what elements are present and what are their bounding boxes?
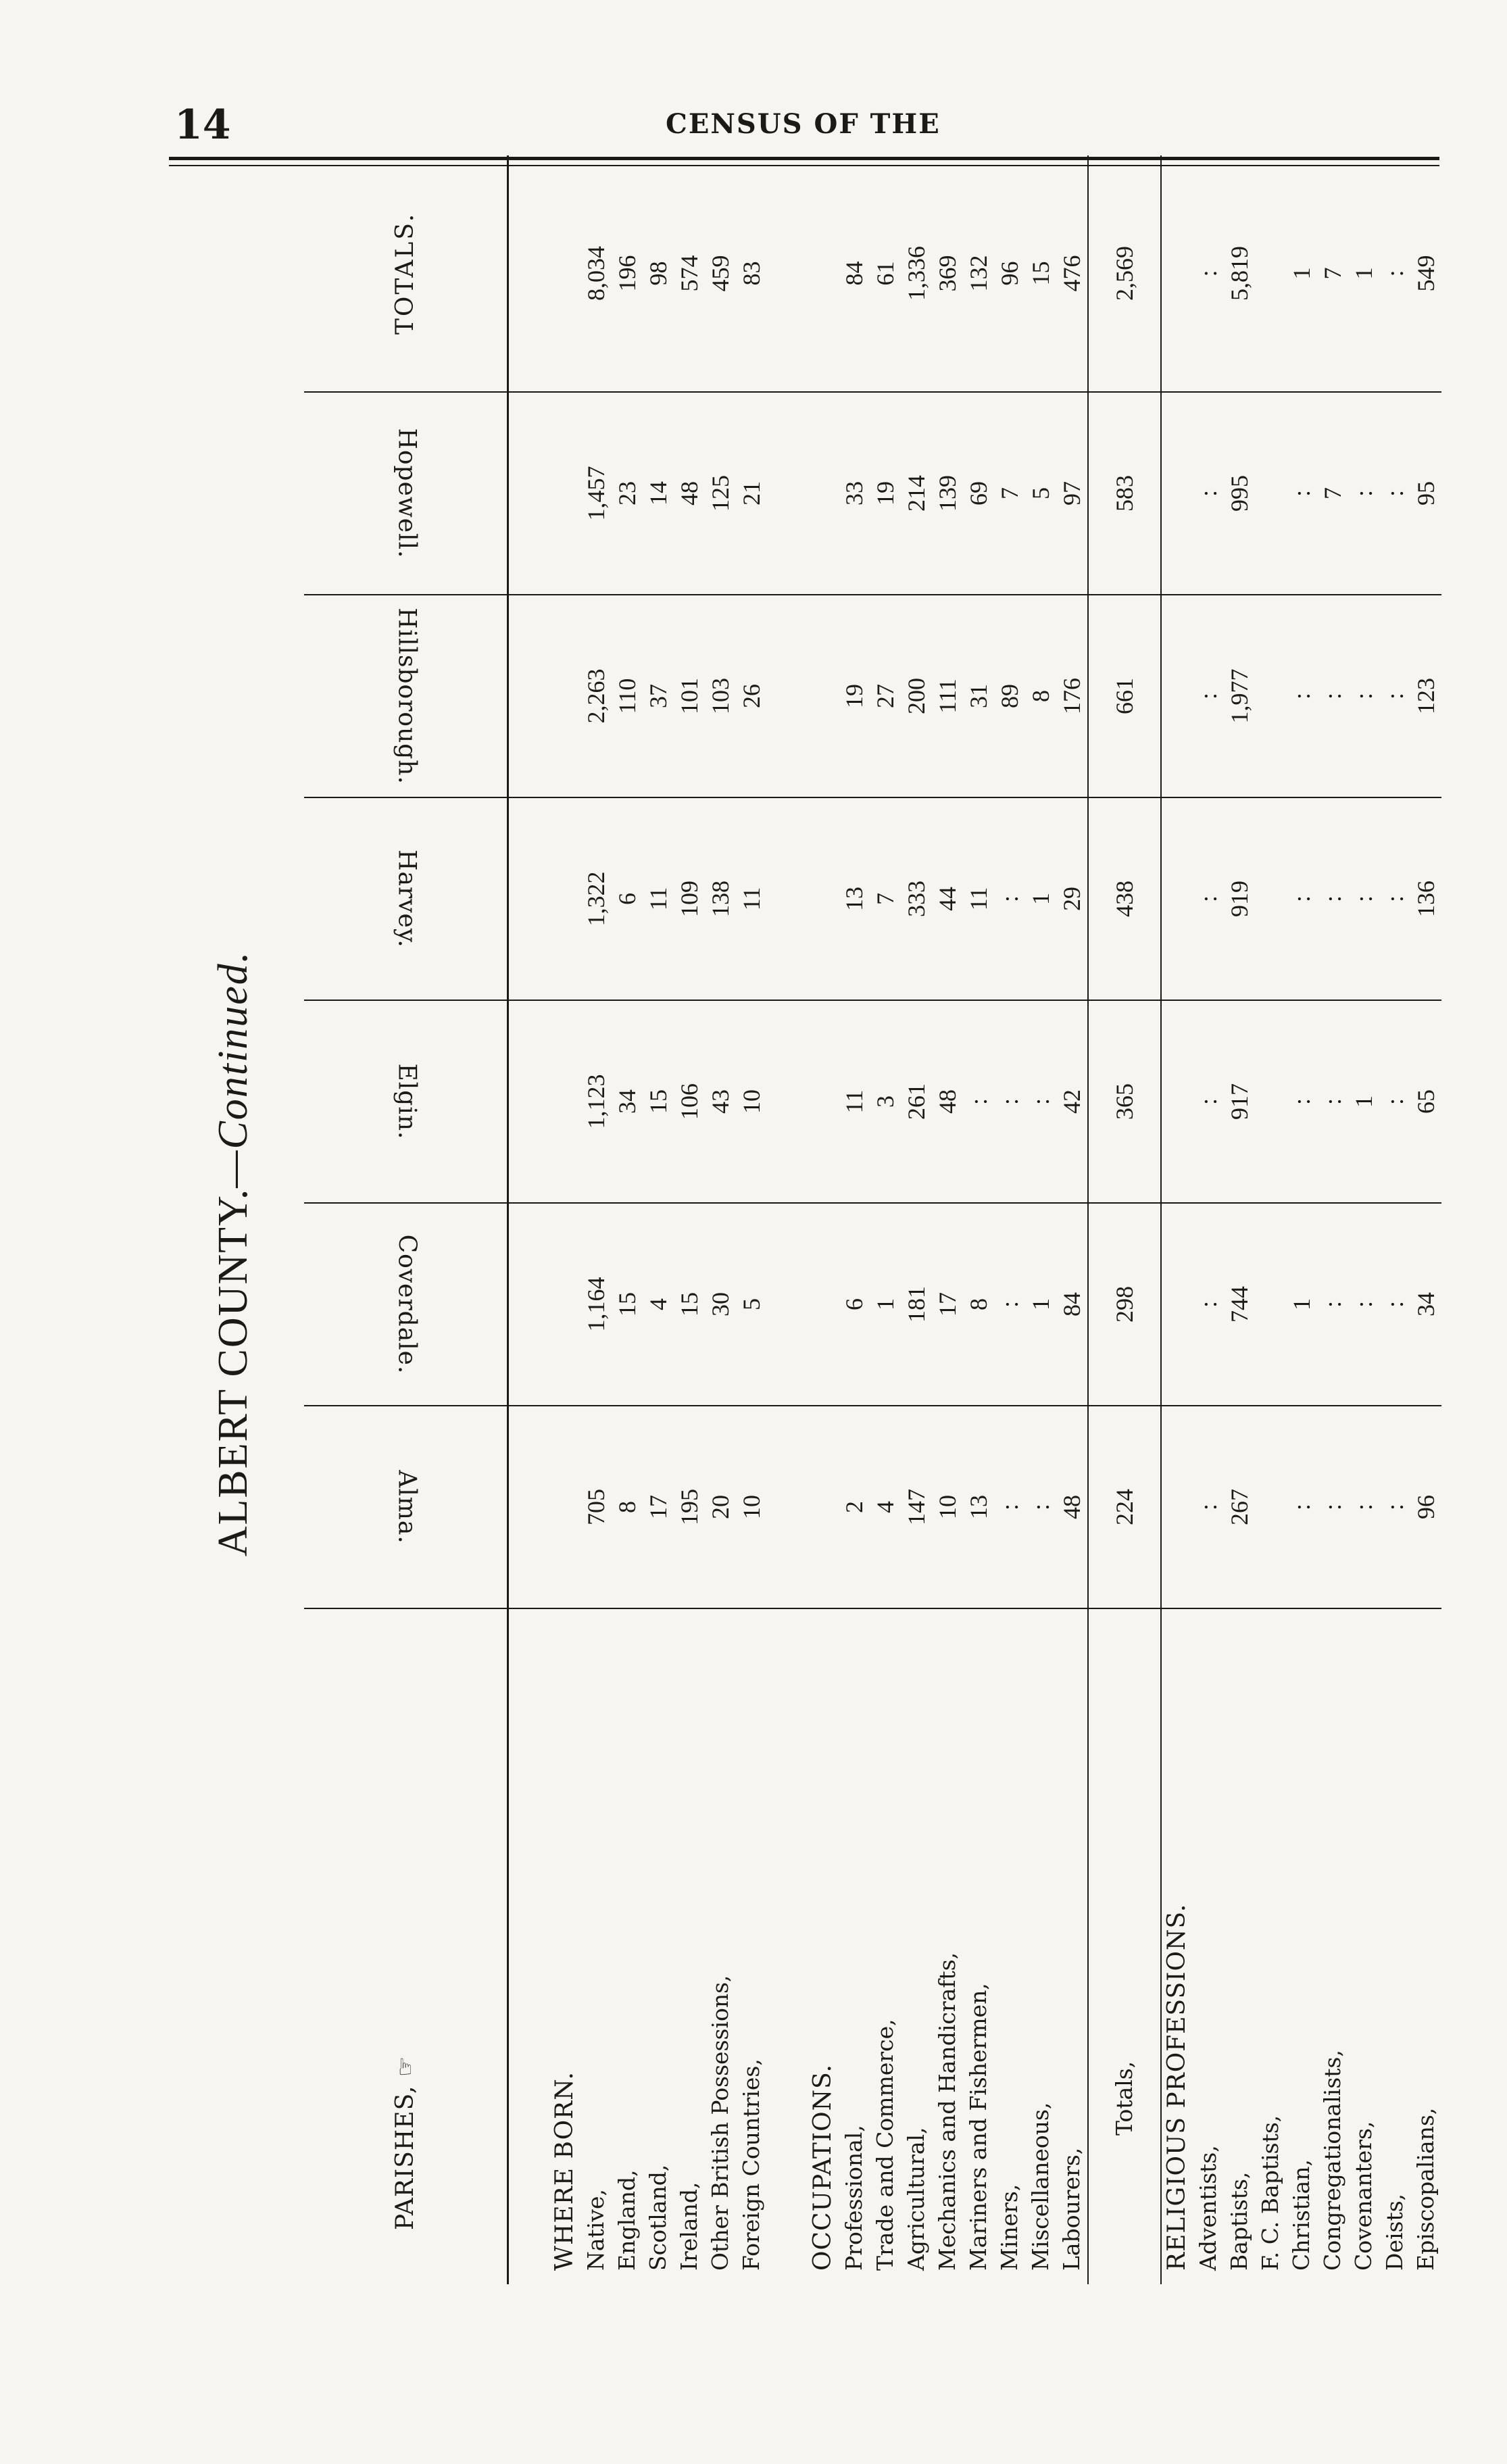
row-label: Mariners and Fishermen, [965,1983,991,2271]
cell-total: 574 [674,155,705,392]
table-row [994,155,1025,2284]
total-alma: 224 [1088,1406,1161,1608]
cell-value: 7 [994,392,1025,595]
cell-value: 123 [1410,595,1441,797]
cell-value: : [1193,1406,1224,1608]
cell-value: 21 [736,392,767,595]
cell-value: 2,263 [580,595,612,797]
cell-value: 37 [643,595,674,797]
cell-value: 6 [612,797,643,1000]
cell-value: 11 [839,1000,870,1203]
cell-value: 101 [674,595,705,797]
cell-value: 1,457 [580,392,612,595]
row-label: Scotland, [645,2164,671,2271]
cell-total: 196 [612,155,643,392]
cell-total: 132 [963,155,994,392]
table-body [508,155,1442,2284]
cell-value: 917 [1224,1000,1255,1203]
section-heading-row [1161,155,1193,2284]
cell-value: 11 [736,797,767,1000]
cell-value: : [1286,797,1317,1000]
table-row [1224,155,1255,2284]
row-label: Deists, [1381,2193,1408,2271]
cell-value: 1,977 [1224,595,1255,797]
cell-total: 15 [1025,155,1056,392]
total-hillsborough: 661 [1088,595,1161,797]
row-label: F. C. Baptists, [1257,2115,1283,2271]
cell-total: 476 [1056,155,1088,392]
cell-total: 61 [870,155,901,392]
cell-value: 103 [705,595,736,797]
col-header-harvey: Harvey. [304,797,508,1000]
cell-value: 19 [839,595,870,797]
cell-value: 31 [963,595,994,797]
cell-value: : [1193,595,1224,797]
cell-value: 33 [839,392,870,595]
totals-row [1088,155,1161,2284]
cell-value [1255,1406,1286,1608]
cell-value: : [1379,392,1410,595]
cell-value: 267 [1224,1406,1255,1608]
col-header-hopewell: Hopewell. [304,392,508,595]
table-row [870,155,901,2284]
cell-value: 20 [705,1406,736,1608]
cell-total: : [1193,155,1224,392]
cell-value: 4 [643,1203,674,1406]
cell-value: 110 [612,595,643,797]
cell-value: 13 [839,797,870,1000]
cell-value: : [963,1000,994,1203]
cell-total: 549 [1410,155,1441,392]
cell-value [1255,392,1286,595]
cell-value: 26 [736,595,767,797]
cell-value: : [1348,1406,1379,1608]
parishes-header [304,1608,508,2284]
cell-value: 11 [643,797,674,1000]
total-elgin: 365 [1088,1000,1161,1203]
cell-total [1255,155,1286,392]
cell-value: : [1193,392,1224,595]
cell-value: : [1348,392,1379,595]
cell-value: 7 [1317,392,1348,595]
cell-value: 69 [963,392,994,595]
cell-value: 106 [674,1000,705,1203]
cell-total: 1,336 [901,155,932,392]
cell-value: : [1286,1000,1317,1203]
cell-value: : [1286,1406,1317,1608]
cell-value: 19 [870,392,901,595]
table-row [963,155,994,2284]
table-row [1025,155,1056,2284]
cell-total: : [1379,155,1410,392]
cell-value: 2 [839,1406,870,1608]
table-row [1379,155,1410,2284]
cell-value: 89 [994,595,1025,797]
cell-value: 995 [1224,392,1255,595]
col-header-elgin: Elgin. [304,1000,508,1203]
cell-value: 705 [580,1406,612,1608]
col-header-alma: Alma. [304,1406,508,1608]
cell-value: 34 [612,1000,643,1203]
row-label: Native, [583,2188,609,2271]
row-label: Congregationalists, [1319,2050,1345,2271]
cell-total: 83 [736,155,767,392]
row-label: Professional, [841,2125,867,2271]
cell-value: 48 [932,1000,963,1203]
total-harvey: 438 [1088,797,1161,1000]
row-label: Miners, [996,2184,1022,2271]
row-label: Christian, [1288,2159,1314,2271]
col-header-hillsborough: Hillsborough. [304,595,508,797]
cell-value: 34 [1410,1203,1441,1406]
cell-value [1255,595,1286,797]
cell-total: 84 [839,155,870,392]
cell-value: 5 [736,1203,767,1406]
cell-value: 13 [963,1406,994,1608]
cell-value: 14 [643,392,674,595]
section-heading-born: WHERE BORN. [551,2071,578,2271]
cell-total: 7 [1317,155,1348,392]
running-head: CENSUS OF THE [666,108,941,140]
cell-value: 8 [1025,595,1056,797]
table-row [1286,155,1317,2284]
table-row [580,155,612,2284]
cell-total: 1 [1348,155,1379,392]
section-heading-occupations: OCCUPATIONS. [809,2064,837,2271]
cell-value: 6 [839,1203,870,1406]
table-row [901,155,932,2284]
table-row [1255,155,1286,2284]
total-grand: 2,569 [1088,155,1161,392]
cell-value: 8 [963,1203,994,1406]
table-title [209,223,270,2284]
cell-value: 744 [1224,1203,1255,1406]
cell-value: 109 [674,797,705,1000]
cell-value: : [994,1406,1025,1608]
title-main: ALBERT COUNTY. [210,1187,256,1557]
cell-value: : [994,797,1025,1000]
cell-total: 459 [705,155,736,392]
col-header-totals: TOTALS. [304,155,508,392]
cell-value: 214 [901,392,932,595]
row-label: Labourers, [1058,2147,1085,2271]
row-label: England, [614,2169,640,2271]
pointing-hand-icon: ☞ [392,2055,419,2077]
table-row [1410,155,1441,2284]
cell-value: 139 [932,392,963,595]
table-row [612,155,643,2284]
cell-value: : [1193,1203,1224,1406]
cell-value: 1 [1025,1203,1056,1406]
table-row [674,155,705,2284]
cell-value: 1 [1286,1203,1317,1406]
cell-value: 4 [870,1406,901,1608]
cell-value: : [994,1203,1025,1406]
cell-value: 95 [1410,392,1441,595]
cell-value: 176 [1056,595,1088,797]
row-label: Covenanters, [1350,2121,1377,2271]
row-label: Agricultural, [903,2127,929,2271]
cell-value: 1,123 [580,1000,612,1203]
cell-value: : [1286,392,1317,595]
cell-value: 48 [1056,1406,1088,1608]
cell-value: 7 [870,797,901,1000]
col-header-coverdale: Coverdale. [304,1203,508,1406]
cell-value: : [1317,595,1348,797]
cell-value: 1 [870,1203,901,1406]
table-row [1056,155,1088,2284]
row-label: Trade and Commerce, [872,2019,898,2271]
cell-value: : [1348,595,1379,797]
cell-total: 1 [1286,155,1317,392]
cell-value: : [1379,1406,1410,1608]
totals-label: Totals, [1088,1608,1161,2284]
cell-value: : [1379,1000,1410,1203]
section-heading-row [508,155,581,2284]
spacer-row [767,155,808,2284]
cell-value: 111 [932,595,963,797]
row-label: Baptists, [1226,2171,1252,2271]
table-row [736,155,767,2284]
cell-value: 147 [901,1406,932,1608]
cell-value: 27 [870,595,901,797]
cell-value: : [1379,595,1410,797]
cell-value: 42 [1056,1000,1088,1203]
cell-value: : [1348,797,1379,1000]
cell-value: : [1286,595,1317,797]
row-label: Foreign Countries, [738,2059,764,2271]
cell-value: 10 [736,1406,767,1608]
cell-value: 15 [643,1000,674,1203]
cell-value: 195 [674,1406,705,1608]
cell-value: : [1317,797,1348,1000]
cell-total: 369 [932,155,963,392]
cell-total: 98 [643,155,674,392]
cell-total: 5,819 [1224,155,1255,392]
cell-value: : [1348,1203,1379,1406]
total-hopewell: 583 [1088,392,1161,595]
cell-value: 96 [1410,1406,1441,1608]
cell-value: 5 [1025,392,1056,595]
section-heading-row [808,155,839,2284]
cell-value: 8 [612,1406,643,1608]
cell-value: 15 [612,1203,643,1406]
cell-value: 3 [870,1000,901,1203]
cell-value: : [1317,1203,1348,1406]
cell-value: 30 [705,1203,736,1406]
cell-value: : [1317,1000,1348,1203]
row-label: Ireland, [676,2182,702,2271]
cell-value: 1 [1025,797,1056,1000]
page-number: 14 [174,101,231,149]
cell-value [1255,797,1286,1000]
cell-value: 10 [736,1000,767,1203]
cell-value: 17 [643,1406,674,1608]
cell-value: 48 [674,392,705,595]
cell-value: 23 [612,392,643,595]
cell-value: 1,322 [580,797,612,1000]
cell-value: : [1379,1203,1410,1406]
table-row [932,155,963,2284]
cell-value: 333 [901,797,932,1000]
row-label: Mechanics and Handicrafts, [934,1952,960,2271]
table-row [643,155,674,2284]
cell-value: : [1025,1406,1056,1608]
table-row [1348,155,1379,2284]
cell-value: 44 [932,797,963,1000]
header-row [304,155,508,2284]
cell-value: 15 [674,1203,705,1406]
census-table [304,155,1441,2284]
cell-value: 11 [963,797,994,1000]
cell-value: 29 [1056,797,1088,1000]
cell-value: 97 [1056,392,1088,595]
title-suffix: —Continued. [210,950,256,1188]
cell-value: 1 [1348,1000,1379,1203]
cell-value: 10 [932,1406,963,1608]
cell-value: 181 [901,1203,932,1406]
cell-value: 65 [1410,1000,1441,1203]
cell-value: 136 [1410,797,1441,1000]
cell-value [1255,1203,1286,1406]
cell-value: : [1025,1000,1056,1203]
cell-value: 138 [705,797,736,1000]
table-row [705,155,736,2284]
cell-value [1255,1000,1286,1203]
cell-value: : [1193,1000,1224,1203]
cell-value: : [1379,797,1410,1000]
row-label: Other British Possessions, [707,1975,733,2271]
cell-value: 919 [1224,797,1255,1000]
parishes-header-label: PARISHES, [391,2085,419,2230]
cell-value: 200 [901,595,932,797]
row-label: Adventists, [1195,2145,1221,2271]
table-row [839,155,870,2284]
cell-value: : [1193,797,1224,1000]
cell-total: 8,034 [580,155,612,392]
cell-total: 96 [994,155,1025,392]
total-coverdale: 298 [1088,1203,1161,1406]
cell-value: : [994,1000,1025,1203]
table-row [1317,155,1348,2284]
cell-value: 125 [705,392,736,595]
rotated-table-page [189,212,1439,2284]
row-label: Episcopalians, [1412,2107,1439,2271]
cell-value: 17 [932,1203,963,1406]
section-heading-religion: RELIGIOUS PROFESSIONS. [1163,1903,1191,2271]
row-label: Miscellaneous, [1027,2102,1054,2271]
cell-value: : [1317,1406,1348,1608]
cell-value: 261 [901,1000,932,1203]
cell-value: 43 [705,1000,736,1203]
cell-value: 84 [1056,1203,1088,1406]
table-row [1193,155,1224,2284]
cell-value: 1,164 [580,1203,612,1406]
